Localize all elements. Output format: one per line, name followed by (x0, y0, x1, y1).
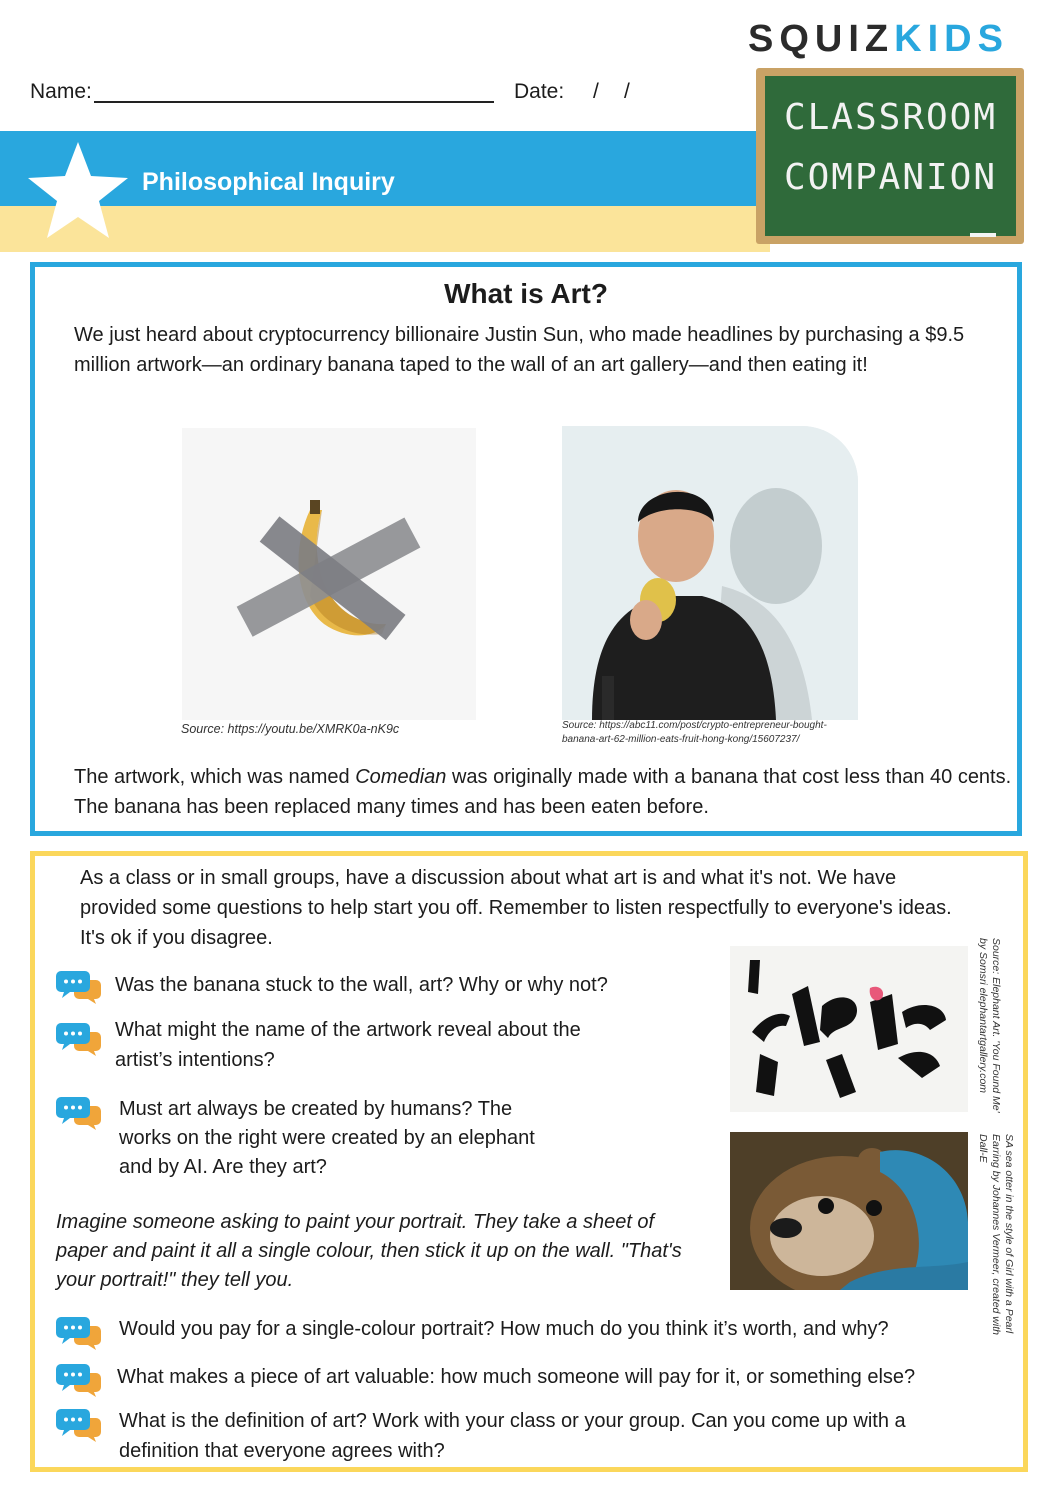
speech-bubbles-icon (56, 970, 102, 1004)
date-separator: / (624, 80, 630, 103)
article-closing (74, 762, 1014, 822)
board-line-2: COMPANION (783, 157, 998, 198)
question-2: What might the name of the artwork reveal about the artist’s intentions? (115, 1019, 581, 1071)
image-caption-banana: Source: https://youtu.be/XMRK0a-nK9c (181, 722, 400, 736)
article-title: What is Art? (444, 278, 608, 309)
closing-text-1: The artwork, which was named (74, 766, 356, 788)
date-label: Date: (514, 80, 565, 103)
board-line-1: CLASSROOM (783, 97, 998, 138)
speech-bubbles-icon (56, 1022, 102, 1056)
person-eating-banana-photo (562, 426, 858, 720)
closing-text-2: was originally made with a banana that cost less than 40 cents. The banana has been replaced many times and has been eaten before. (74, 766, 1012, 818)
article-intro: We just heard about cryptocurrency billionaire Justin Sun, who made headlines by purchasing a $9.5 million artwork—an ordinary banana taped to the wall of an art gallery—and then eating it! (74, 324, 965, 376)
discussion-intro: As a class or in small groups, have a discussion about what art is and what it's not. We have provided some questions to help start you off. Remember to listen respectfully to everyone's ideas. It's ok if you disagree. (80, 867, 952, 949)
date-separator: / (593, 80, 599, 103)
chalkboard-text (765, 88, 1016, 208)
chalk-icon (970, 233, 996, 237)
question-4: Would you pay for a single-colour portrait? How much do you think it’s worth, and why? (119, 1318, 889, 1340)
logo-kids: KIDS (894, 18, 1009, 60)
banana-artwork-image (182, 428, 476, 720)
name-field-line[interactable] (94, 101, 494, 103)
speech-bubbles-icon (56, 1316, 102, 1350)
speech-bubbles-icon (56, 1096, 102, 1130)
portrait-scenario: Imagine someone asking to paint your portrait. They take a sheet of paper and paint it all a single colour, then stick it up on the wall. "That's your portrait!" they tell you. (56, 1211, 682, 1291)
speech-bubbles-icon (56, 1408, 102, 1442)
question-1: Was the banana stuck to the wall, art? Why or why not? (115, 974, 608, 996)
artwork-name: Comedian (355, 766, 447, 788)
question-6: What is the definition of art? Work with your class or your group. Can you come up with a definition that everyone agrees with? (119, 1410, 906, 1462)
otter-art-caption: SA sea otter in the style of Girl with a Pearl Earring by Johannes Vermeer, created with Dall-E (977, 1134, 1015, 1335)
logo-squiz: SQUIZ (748, 18, 895, 60)
star-icon (26, 140, 130, 240)
elephant-painting-image (730, 946, 968, 1112)
question-3: Must art always be created by humans? The works on the right were created by an elephant and by AI. Are they art? (119, 1098, 535, 1178)
topic-title: Philosophical Inquiry (142, 168, 395, 196)
question-5: What makes a piece of art valuable: how much someone will pay for it, or something else? (117, 1366, 916, 1388)
name-label: Name: (30, 80, 92, 103)
otter-ai-painting-image (730, 1132, 968, 1290)
elephant-art-caption: Source: Elephant Art. 'You Found Me' by Somsri elephantartgallery.com (977, 938, 1002, 1113)
image-caption-person: Source: https://abc11.com/post/crypto-entrepreneur-bought-banana-art-62-million-eats-fruit-hong-kong/15607237/ (562, 720, 827, 745)
speech-bubbles-icon (56, 1363, 102, 1397)
squizkids-logo (748, 18, 1009, 61)
